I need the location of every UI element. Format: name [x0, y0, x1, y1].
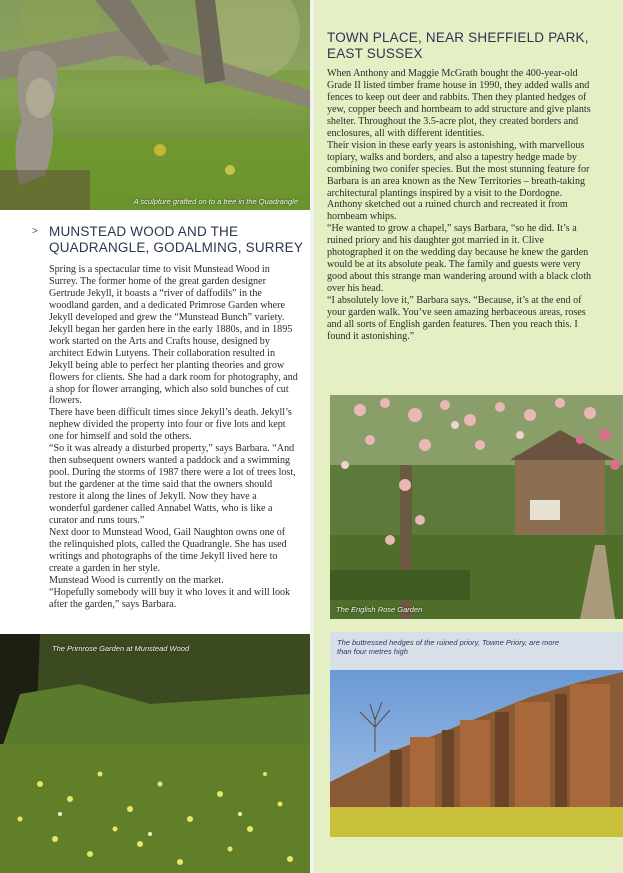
town-place-heading	[327, 30, 617, 62]
munstead-paragraph: “Hopefully somebody will buy it who loves it and will look after the garden,” says Barbara.	[49, 586, 291, 610]
munstead-heading	[49, 224, 309, 256]
town-place-heading-line2: EAST SUSSEX	[327, 46, 423, 61]
primrose-garden-caption: The Primrose Garden at Munstead Wood	[52, 644, 190, 653]
hornbeam-hedge-photo	[330, 632, 623, 837]
munstead-paragraph: Next door to Munstead Wood, Gail Naughton owns one of the relinquished plots, called the Quadrangle. She has used writings and photographs of the time Jekyll lived here to create a garden in her style.	[49, 526, 287, 574]
tree-sculpture-caption: A sculpture grafted on to a tree in the Quadrangle	[133, 197, 298, 206]
town-place-paragraph: Their vision in these early years is astonishing, with marvellous topiary, walks and borders, and also a tapestry hedge made by combining two conifer species. But the most stunning feature for Barbara is an area known as the New Territories – breath-taking architectural plantings inspired by a visit to the Dordogne. Anthony sketched out a ruined church and recreated it from hornbeam whips.	[327, 139, 590, 223]
primrose-garden-photo	[0, 634, 310, 873]
rose-garden-caption: The English Rose Garden	[336, 605, 423, 614]
munstead-paragraph: “So it was already a disturbed property,” says Barbara. “And then subsequent owners wanted a paddock and a swimming pool. During the storms of 1987 there were a lot of trees lost, but the gardener at the time said that the owners should restore it along the lines of Jekyll. Now they have a wonderful gardener called Annabel Watts, who is like a curator and runs tours.”	[49, 443, 296, 527]
page-gutter	[310, 0, 314, 873]
tree-sculpture-image	[0, 0, 310, 210]
town-place-heading-line1: TOWN PLACE, NEAR SHEFFIELD PARK,	[327, 30, 589, 45]
rose-arch-image	[330, 395, 623, 619]
munstead-heading-line2: QUADRANGLE, GODALMING, SURREY	[49, 240, 304, 255]
tree-sculpture-photo	[0, 0, 310, 210]
munstead-paragraph: Spring is a spectacular time to visit Munstead Wood in Surrey. The former home of the great garden designer Gertrude Jekyll, it boasts a “river of daffodils” in the woodland garden, and a dedicated Primrose Garden where Jekyll developed and grew the “Munstead Bunch” variety. Jekyll began her garden here in the early 1880s, and in 1895 work started on the Arts and Crafts house, designed by architect Edwin Lutyens. Their collaboration resulted in Jekyll being able to perfect her planting theories and grow flowers for clients. She had a dark room for photography, and a shop for flower arranging, which also sold bunches of cut flowers.	[49, 264, 298, 407]
town-place-paragraph: “He wanted to grow a chapel,” says Barbara, “so he did. It’s a ruined priory and his daughter got married in it. Clive photographed it on the wedding day because he knew the garden would be at its absolute peak. The family and guests were very good about this strange man wandering around with a black cloth over his head.	[327, 223, 592, 295]
primrose-garden-image	[0, 634, 310, 873]
town-place-paragraph: When Anthony and Maggie McGrath bought the 400-year-old Grade II listed timber frame house in 1990, they added walls and fences to keep out deer and rabbits. Then they planted hedges of yew, copper beech and hornbeam to add structure and give plants shelter. Throughout the 3.5-acre plot, they created borders and enclosures, all with different identities.	[327, 68, 591, 139]
munstead-paragraph: Munstead Wood is currently on the market.	[49, 574, 224, 586]
hedge-caption: The buttressed hedges of the ruined priory, Towne Priory, are more than four metres high	[337, 638, 560, 656]
munstead-body	[49, 264, 299, 611]
hornbeam-hedge-image	[330, 632, 623, 837]
munstead-paragraph: There have been difficult times since Jekyll’s death. Jekyll’s nephew divided the property into four or five lots and kept one for himself and sold the others.	[49, 407, 292, 443]
section-marker: >	[32, 226, 38, 237]
town-place-body	[327, 68, 595, 343]
town-place-paragraph: “I absolutely love it,” Barbara says. “Because, it’s at the end of your garden walk. You’ve seen amazing herbaceous areas, roses and all sorts of English garden features. Then you reach this. I found it astonishing.”	[327, 295, 586, 342]
rose-arch-photo	[330, 395, 623, 619]
munstead-heading-line1: MUNSTEAD WOOD AND THE	[49, 224, 239, 239]
